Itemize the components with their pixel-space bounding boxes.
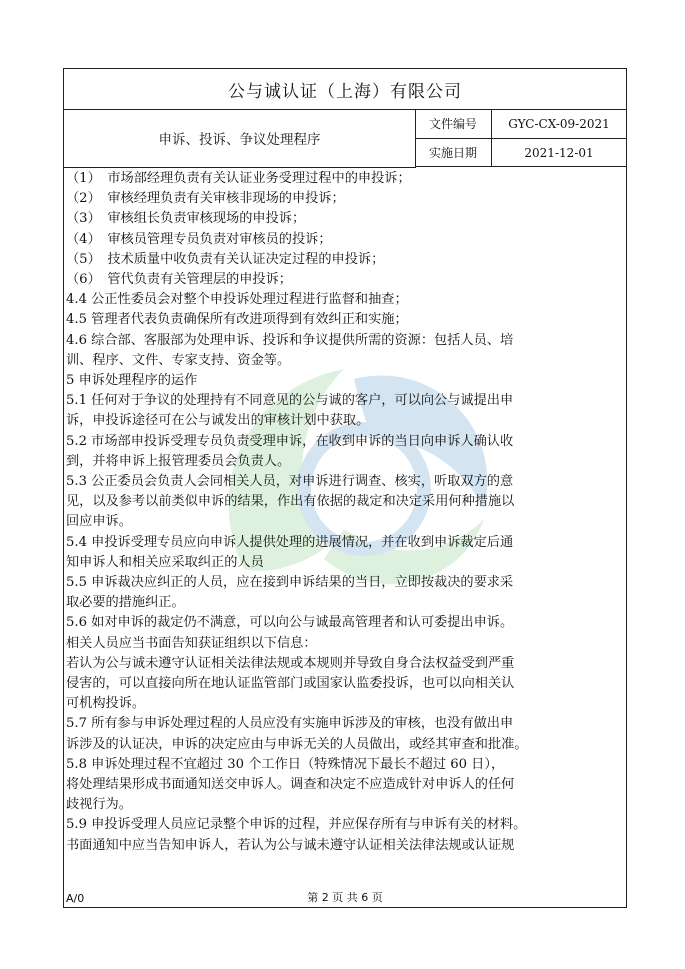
- file-number-label: 文件编号: [415, 109, 492, 139]
- document-title: 申诉、投诉、争议处理程序: [64, 109, 416, 168]
- text-line: 相关人员应当书面告知获证组织以下信息：: [66, 635, 317, 651]
- text-line: 可机构投诉。: [66, 696, 146, 712]
- text-line: 4.5 管理者代表负责确保所有改进项得到有效纠正和实施；: [66, 312, 408, 328]
- text-line: 回应申诉。: [66, 514, 132, 530]
- implementation-date-value: 2021-12-01: [492, 139, 626, 167]
- text-line: 侵害的，可以直接向所在地认证监管部门或国家认监委投诉，也可以向相关认: [66, 676, 515, 691]
- text-line: （2） 审核经理负责有关审核非现场的申投诉；: [66, 191, 345, 207]
- text-line: 取必要的措施纠正。: [66, 595, 185, 611]
- text-line: 5.1 任何对于争议的处理持有不同意见的公与诚的客户，可以向公与诚提出申: [66, 393, 514, 409]
- text-line: 4.6 综合部、客服部为处理申诉、投诉和争议提供所需的资源：包括人员、培: [66, 332, 514, 348]
- text-line: 训、程序、文件、专家支持、资金等。: [66, 352, 291, 368]
- text-line: 5.7 所有参与申诉处理过程的人员应没有实施申诉涉及的审核，也没有做出申: [66, 716, 514, 732]
- text-line: 5.2 市场部申投诉受理专员负责受理申诉，在收到申诉的当日向申诉人确认收: [66, 433, 514, 449]
- text-line: 歧视行为。: [66, 797, 132, 813]
- text-line: （6） 管代负责有关管理层的申投诉；: [66, 272, 292, 287]
- document-frame: [63, 68, 627, 908]
- implementation-date-label: 实施日期: [415, 139, 492, 167]
- text-line: 知申诉人和相关应采取纠正的人员: [66, 554, 264, 570]
- text-line: 5.5 申诉裁决应纠正的人员，应在接到申诉结果的当日，立即按裁决的要求采: [66, 575, 514, 590]
- text-line: 5.9 申投诉受理人员应记录整个申诉的过程，并应保存所有与申诉有关的材料。: [66, 817, 527, 833]
- text-line: （1） 市场部经理负责有关认证业务受理过程中的申投诉；: [66, 171, 411, 186]
- text-line: 将处理结果形成书面通知送交申诉人。调查和决定不应造成针对申诉人的任何: [66, 777, 515, 792]
- version-label: A/0: [66, 892, 85, 905]
- text-line: 5.6 如对申诉的裁定仍不满意，可以向公与诚最高管理者和认可委提出申诉。: [66, 615, 514, 631]
- text-line: 诉，申投诉途径可在公与诚发出的审核计划中获取。: [66, 413, 370, 429]
- text-line: 5.3 公正委员会负责人会同相关人员，对申诉进行调查、核实，听取双方的意: [66, 474, 514, 489]
- text-line: 5 申诉处理程序的运作: [66, 373, 198, 388]
- text-line: 若认为公与诚未遵守认证相关法律法规或本规则并导致自身合法权益受到严重: [66, 655, 515, 671]
- text-line: 4.4 公正性委员会对整个申投诉处理过程进行监督和抽查；: [66, 292, 408, 308]
- company-name: 公与诚认证（上海）有限公司: [64, 69, 626, 110]
- text-line: 诉涉及的认证决，申诉的决定应由与申诉无关的人员做出，或经其审查和批准。: [66, 736, 528, 752]
- text-line: 5.4 申投诉受理专员应向申诉人提供处理的进展情况，并在收到申诉裁定后通: [66, 534, 514, 550]
- text-line: （4） 审核员管理专员负责对审核员的投诉；: [66, 231, 332, 247]
- page-number: 第 2 页 共 6 页: [307, 891, 383, 904]
- document-body: [64, 169, 626, 885]
- text-line: （3） 审核组长负责审核现场的申投诉；: [66, 211, 306, 227]
- text-line: 见，以及参考以前类似申诉的结果，作出有依据的裁定和决定采用何种措施以: [66, 494, 515, 510]
- text-line: 到，并将申诉上报管理委员会负责人。: [66, 453, 291, 469]
- file-number-value: GYC-CX-09-2021: [492, 109, 626, 139]
- text-line: 5.8 申诉处理过程不宜超过 30 个工作日（特殊情况下最长不超过 60 日），: [66, 756, 505, 772]
- text-line: 书面通知中应当告知申诉人，若认为公与诚未遵守认证相关法律法规或认证规: [66, 837, 515, 853]
- text-line: （5） 技术质量中收负责有关认证决定过程的申投诉；: [66, 251, 385, 267]
